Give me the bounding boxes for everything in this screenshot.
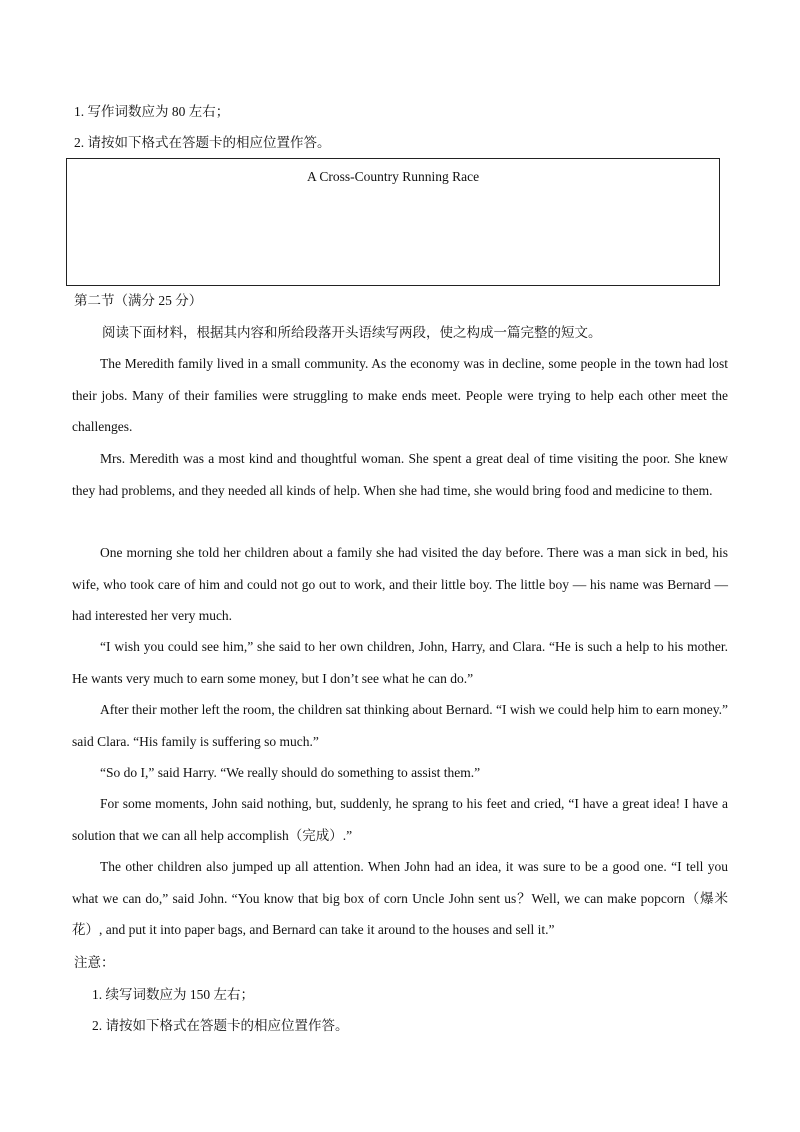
answer-box bbox=[66, 158, 720, 286]
story-paragraph-4: “I wish you could see him,” she said to her own children, John, Harry, and Clara. “He is such a help to his mother. He wants very much to earn some money, but I don’t see what he can do.” bbox=[72, 639, 728, 686]
story-paragraph-5: After their mother left the room, the children sat thinking about Bernard. “I wish we could help him to earn money.” said Clara. “His family is suffering so much.” bbox=[72, 702, 728, 749]
story-paragraph-1: The Meredith family lived in a small community. As the economy was in decline, some people in the town had lost their jobs. Many of their families were struggling to make ends meet. People were trying to help each other meet the challenges. bbox=[72, 356, 728, 434]
requirement-2: 2. 请按如下格式在答题卡的相应位置作答。 bbox=[74, 135, 331, 150]
section-instruction: 阅读下面材料，根据其内容和所给段落开头语续写两段，使之构成一篇完整的短文。 bbox=[102, 325, 602, 340]
note-2: 2. 请按如下格式在答题卡的相应位置作答。 bbox=[92, 1018, 349, 1033]
story-paragraph-2: Mrs. Meredith was a most kind and thoughtful woman. She spent a great deal of time visiting the poor. She knew they had problems, and they needed all kinds of help. When she had time, she would bring food and medicine to them. bbox=[72, 451, 728, 498]
notes-label: 注意： bbox=[74, 955, 115, 970]
story-paragraph-8: The other children also jumped up all attention. When John had an idea, it was sure to be a good one. “I tell you what we can do,” said John. “You know that big box of corn Uncle John sent us？Well, we can make popcorn（爆米花）, and put it into paper bags, and Bernard can take it around to the houses and sell it.” bbox=[72, 859, 728, 937]
requirement-1: 1. 写作词数应为 80 左右； bbox=[74, 104, 230, 119]
story-paragraph-6: “So do I,” said Harry. “We really should do something to assist them.” bbox=[100, 765, 481, 780]
story-paragraph-7: For some moments, John said nothing, but, suddenly, he sprang to his feet and cried, “I have a great idea! I have a solution that we can all help accomplish（完成）.” bbox=[72, 796, 728, 843]
answer-box-title: A Cross-Country Running Race bbox=[306, 169, 480, 184]
story-paragraph-3: One morning she told her children about a family she had visited the day before. There was a man sick in bed, his wife, who took care of him and could not go out to work, and their little boy. The little boy — his name was Bernard — had interested her very much. bbox=[72, 545, 728, 623]
note-1: 1. 续写词数应为 150 左右； bbox=[92, 987, 254, 1002]
section-heading: 第二节（满分 25 分） bbox=[74, 293, 203, 308]
